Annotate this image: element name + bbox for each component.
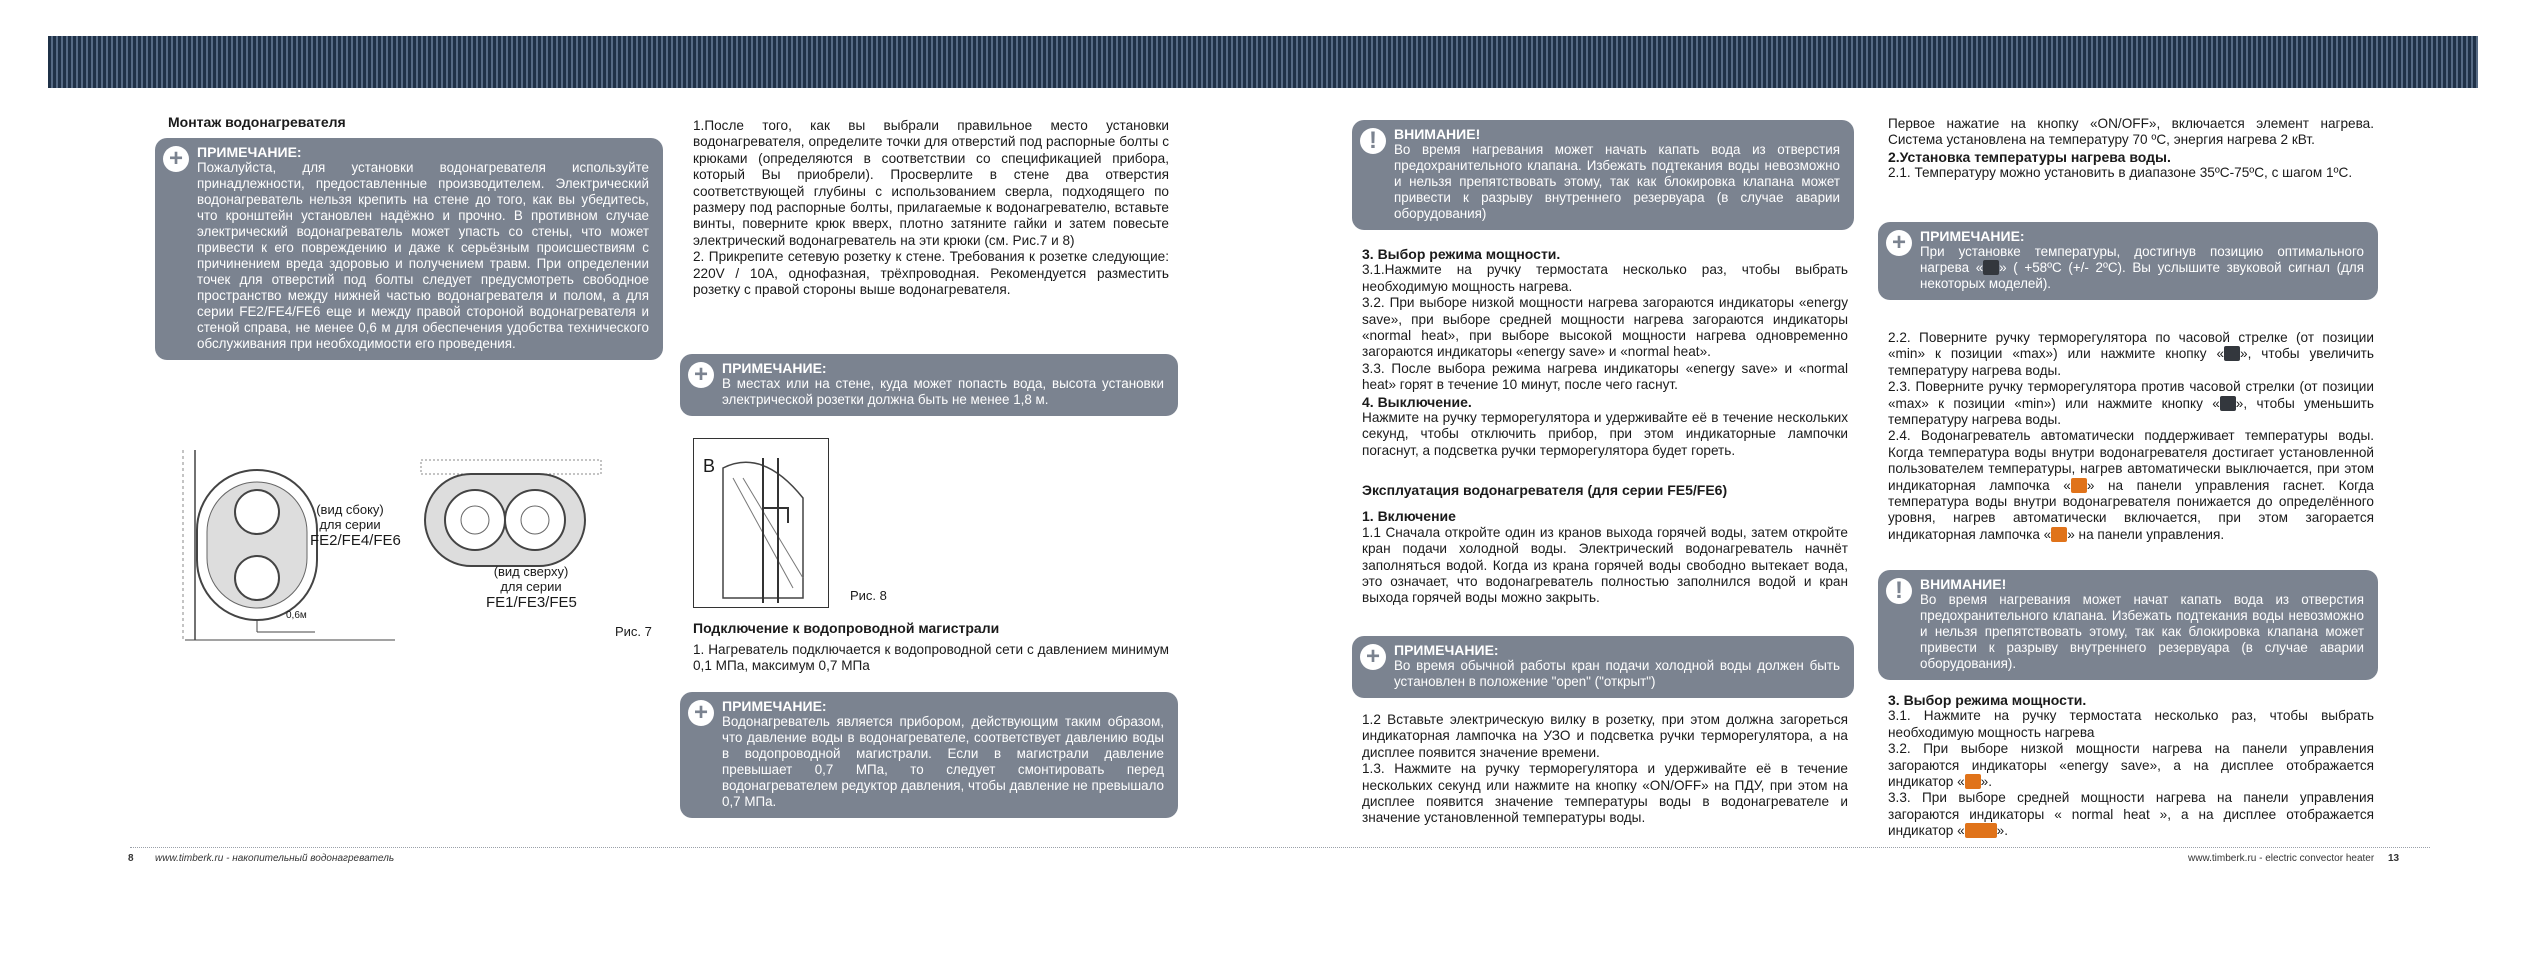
note-box-cold-water: [1352, 636, 1854, 698]
warning-title: ВНИМАНИЕ!: [1394, 126, 1481, 142]
temp-step-2-1: 2.1. Температуру можно установить в диапазоне 35ºC-75ºC, с шагом 1ºC.: [1888, 165, 2353, 181]
note-title: ПРИМЕЧАНИЕ:: [1920, 228, 2025, 244]
note-box-socket: [680, 354, 1178, 416]
column-3-operation: [1362, 482, 1848, 607]
column-4-bottom: [1888, 692, 2374, 840]
temp-step-2-2-a: 2.2. Поверните ручку терморегулятора по часовой стрелке (от позиции «min» к позиции «max») или нажмите кнопку «: [1888, 330, 2374, 362]
note-title: ПРИМЕЧАНИЕ:: [722, 698, 827, 714]
fig7-side-line2: для серии: [319, 517, 381, 532]
power-step-3-3-b-a: 3.3. При выборе средней мощности нагрева на панели управления загораются индикаторы « normal heat », а на дисплее отображается индикатор «: [1888, 790, 2374, 839]
footer-left-text: www.timberk.ru - накопительный водонагреватель: [155, 853, 395, 864]
temp-step-2-2: [1888, 330, 2374, 379]
arrow-down-icon: [2220, 396, 2236, 411]
power-step-3-2-b: [1888, 741, 2374, 790]
warning-box-valve: [1352, 120, 1854, 230]
note-text: [1920, 244, 2364, 292]
heating-indicator-icon: [2051, 527, 2067, 542]
energy-save-indicator-icon: [1965, 774, 1981, 789]
temp-step-2-2-b: », чтобы увеличить температуру нагрева воды.: [1888, 346, 2374, 378]
note-box-temperature: [1878, 222, 2378, 300]
heating-indicator-icon: [2071, 478, 2087, 493]
warning-text: Во время нагревания может начат капать вода из отверстия предохранительного клапана. Избежать подтекания воды невозможно и нельзя препятствовать этому, так как блокировка клапана может привести к разрыву внутреннего резервуара (в случае аварии оборудования).: [1920, 592, 2364, 671]
power-step-3-2: 3.2. При выборе низкой мощности нагрева загораются индикаторы «energy save», при выборе средней мощности нагрева загораются индикаторы «normal heat», при выборе высокой мощности нагрева одновременно загораются индикаторы «energy save» и «normal heat».: [1362, 295, 1848, 360]
note-title: ПРИМЕЧАНИЕ:: [197, 144, 302, 160]
note-title: ПРИМЕЧАНИЕ:: [722, 360, 827, 376]
fig7-top-line3: FE1/FE3/FE5: [486, 594, 577, 611]
note-text: Пожалуйста, для установки водонагревателя используйте принадлежности, предоставленные производителем. Электрический водонагреватель нельзя крепить на стене до того, как вы убедитесь, что кронштейн установлен надёжно и прочно. В противном случае электрический водонагреватель может упасть со стены, что может привести к его повреждению и даже к серьёзным происшествиям с причинением вреда здоровью и получением травм. При определении точек для отверстий под болты следует предусмотреть свободное пространство между нижней частью водонагревателя и полом, а для серии FE2/FE4/FE6 еще и между правой стороной водонагревателя и стеной справа, не менее 0,6 м для обеспечения удобства технического обслуживания при необходимости его проведения.: [197, 160, 649, 351]
fig7-side-line1: (вид сбоку): [316, 502, 384, 517]
note-text-b: » ( +58ºC (+/- 2ºC). Вы услышите звуковой сигнал (для некоторых моделей).: [1920, 260, 2364, 291]
warning-text: Во время нагревания может начать капать вода из отверстия предохранительного клапана. Избежать подтекания воды невозможно и нельзя препятствовать этому, так как блокировка клапана может привести к разрыву внутреннего резервуара (в случае аварии оборудования): [1394, 142, 1840, 221]
install-step-2: 2. Прикрепите сетевую розетку к стене. Требования к розетке следующие: 220V / 10A, однофазная, трёхпроводная. Рекомендуется разместить розетку с правой стороны выше водонагревателя.: [693, 249, 1169, 298]
arrow-up-icon: [2224, 346, 2240, 361]
fig7-side-line3: FE2/FE4/FE6: [310, 532, 401, 549]
normal-heat-indicator-icon: [1965, 823, 1997, 838]
footer-right-text: www.timberk.ru - electric convector heater: [2188, 853, 2375, 864]
power-step-3-1-b: 3.1. Нажмите на ручку термостата несколько раз, чтобы выбрать необходимую мощность нагрева: [1888, 708, 2374, 740]
header-band: [48, 36, 2478, 88]
off-heading: 4. Выключение.: [1362, 393, 1472, 410]
temp-step-2-4-c: » на панели управления.: [2067, 526, 2225, 542]
footer-left-page-number: 8: [128, 853, 134, 864]
column-4-mid: [1888, 330, 2374, 543]
power-step-3-1: 3.1.Нажмите на ручку термостата несколько раз, чтобы выбрать необходимую мощность нагрева.: [1362, 262, 1848, 294]
plus-circle-icon: +: [688, 700, 714, 726]
note-text: В местах или на стене, куда может попасть вода, высота установки электрической розетки должна быть не менее 1,8 м.: [722, 376, 1164, 407]
section-title-mounting: Монтаж водонагревателя: [168, 114, 346, 130]
note-text: Водонагреватель является прибором, действующим таким образом, что давление воды в водонагревателе, соответствует давлению воды в водопроводной магистрали. Если в магистрали давление превышает 0,7 МПа, то следует смонтировать перед водонагревателем редуктор давления, чтобы давление не превышало 0,7 МПа.: [722, 714, 1164, 809]
fig8-caption: Рис. 8: [850, 588, 887, 603]
power-step-3-2-b-a: 3.2. При выборе низкой мощности нагрева на панели управления загораются индикаторы «energy save», а на дисплее отображается индикатор «: [1888, 741, 2374, 790]
on-step-1-2: 1.2 Вставьте электрическую вилку в розетку, при этом должна загореться индикаторная лампочка на УЗО и подсветка ручки терморегулятора, а на дисплее появится значение времени.: [1362, 712, 1848, 760]
fig7-dimension: 0,6м: [286, 610, 307, 621]
column-4-top: [1888, 116, 2374, 182]
temp-step-2-4-b: » на панели управления гаснет. Когда температура воды внутри водонагревателя понижается до определённого уровня, нагрев автоматически включается, при этом загорается индикаторная лампочка «: [1888, 477, 2374, 542]
power-step-3-3-b: [1888, 790, 2374, 839]
on-step-1-3: 1.3. Нажмите на ручку терморегулятора и удерживайте её в течение нескольких секунд или нажмите на кнопку «ON/OFF» на ПДУ, при этом на дисплее появится значение температуры воды в водонагревателе и значение установленной температуры воды.: [1362, 761, 1848, 826]
note-title: ПРИМЕЧАНИЕ:: [1394, 642, 1499, 658]
power-heading-2: 3. Выбор режима мощности.: [1888, 692, 2087, 708]
plus-circle-icon: +: [163, 146, 189, 172]
water-step-1: 1. Нагреватель подключается к водопроводной сети с давлением минимум 0,1 МПа, максимум 0,7 МПа: [693, 642, 1169, 674]
on-heading: 1. Включение: [1362, 508, 1456, 525]
temp-step-2-3-b: », чтобы уменьшить температуру нагрева воды.: [1888, 395, 2374, 428]
fig7-side-caption: [310, 502, 401, 549]
footer-right-page-number: 13: [2388, 853, 2400, 864]
temp-step-2-3: [1888, 379, 2374, 428]
power-step-3-2-b-b: ».: [1980, 774, 1993, 790]
fig8-label: B: [703, 456, 716, 476]
fig7-caption: Рис. 7: [615, 624, 652, 639]
install-step-1: 1.После того, как вы выбрали правильное место установки водонагревателя, определите точки для отверстий под распорные болты с крюками (определяются в соответствии со спецификацией прибора, который Вы приобрели). Просверлите в стене два отверстия соответствующей глубины с использованием сверла, подходящего по размеру под распорные болты, прилагаемые к водонагревателю, вставьте винты, поверните крюк вверх, плотно затяните гайки и затем повесьте электрический водонагреватель на эти крюки (см. Рис.7 и 8): [693, 118, 1169, 248]
exclamation-circle-icon: !: [1886, 578, 1912, 604]
plus-circle-icon: +: [688, 362, 714, 388]
column-2-top: [693, 118, 1169, 298]
note-box-mounting: [155, 138, 663, 360]
operation-heading: Эксплуатация водонагревателя (для серии FE5/FE6): [1362, 482, 1728, 498]
temp-step-2-4: [1888, 428, 2374, 543]
fig7-top-line2: для серии: [500, 579, 562, 594]
fig7-top-line1: (вид сверху): [493, 564, 569, 579]
plus-circle-icon: +: [1886, 230, 1912, 256]
note-text: Во время обычной работы кран подачи холодной воды должен быть установлен в положение "open" ("открыт"): [1394, 658, 1840, 689]
power-heading: 3. Выбор режима мощности.: [1362, 246, 1561, 262]
temp-step-2-4-a: 2.4. Водонагреватель автоматически поддерживает температуры воды. Когда температура воды внутри водонагревателя достигает установленной пользователем температуры, нагрев автоматически выключается, при этом индикаторная лампочка «: [1888, 428, 2374, 493]
note-text-a: При установке температуры, достигнув позицию оптимального нагрева «: [1920, 244, 2364, 275]
footer-divider: [130, 847, 2430, 848]
on-step-1-1: 1.1 Сначала откройте один из кранов выхода горячей воды, затем откройте кран подачи холодной воды. Электрический водонагреватель начнёт заполняться водой. Когда из крана горячей воды свободно вытекает вода, это означает, что водонагреватель полностью заполнился водой и кран выхода горячей воды можно закрыть.: [1362, 524, 1848, 606]
temp-heading: 2.Установка температуры нагрева воды.: [1888, 148, 2171, 165]
exclamation-circle-icon: !: [1360, 128, 1386, 154]
plus-circle-icon: +: [1360, 644, 1386, 670]
off-text: Нажмите на ручку терморегулятора и удерживайте её в течение нескольких секунд, чтобы отключить прибор, при этом индикаторные лампочки погаснут, а подсветка ручки терморегулятора будет гореть.: [1362, 410, 1848, 458]
temp-step-2-3-a: 2.3. Поверните ручку терморегулятора против часовой стрелки (от позиции «max» к позиции «min») или нажмите кнопку «: [1888, 379, 2374, 411]
heart-icon: [1983, 260, 1999, 275]
note-box-pressure: [680, 692, 1178, 818]
fig7-top-caption: [486, 564, 576, 611]
warning-box-valve-2: [1878, 570, 2378, 680]
column-3-power: [1362, 246, 1848, 459]
warning-title: ВНИМАНИЕ!: [1920, 576, 2007, 592]
section-title-water: Подключение к водопроводной магистрали: [693, 620, 1000, 636]
power-step-3-3-b-b: ».: [1996, 823, 2009, 839]
power-step-3-3: 3.3. После выбора режима нагрева индикаторы «energy save» и «normal heat» горят в течение 10 минут, после чего гаснут.: [1362, 360, 1848, 393]
first-press-text: Первое нажатие на кнопку «ON/OFF», включается элемент нагрева. Система установлена на температуру 70 ºC, энергия нагрева 2 кВт.: [1888, 116, 2374, 148]
column-3-bottom: [1362, 712, 1848, 827]
